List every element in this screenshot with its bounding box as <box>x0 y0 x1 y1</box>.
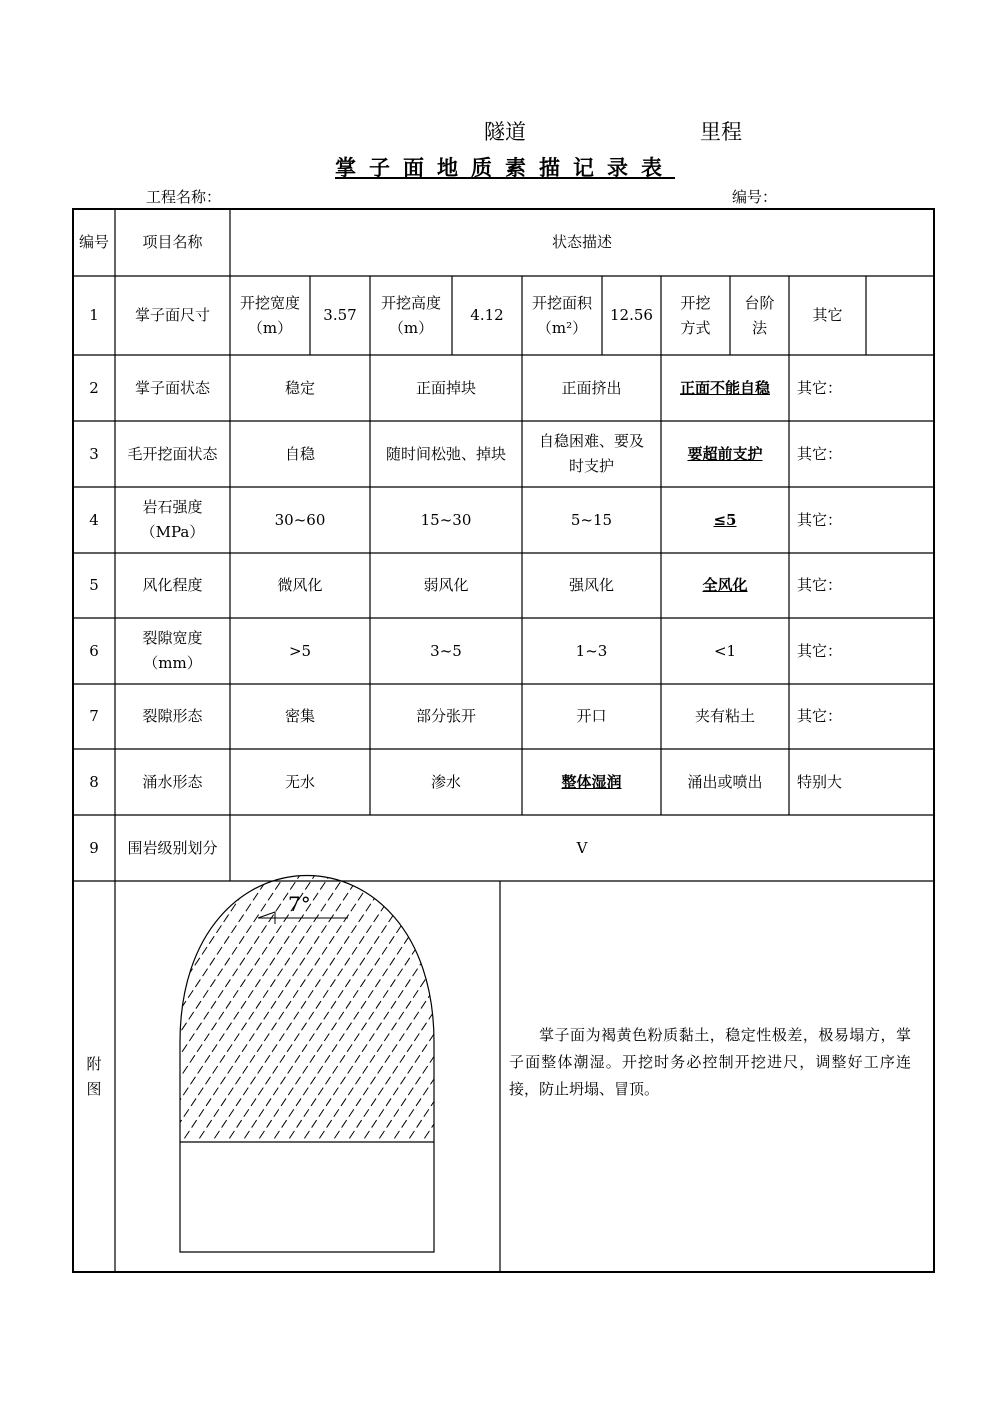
row4-opt2: 15~30 <box>420 510 472 529</box>
row7-opt1: 密集 <box>284 707 315 725</box>
row3-opt4-selected: 要超前支护 <box>687 444 763 463</box>
method-value: 台阶法 <box>744 293 775 337</box>
row5-opt2: 弱风化 <box>423 576 469 594</box>
height-label: 开挖高度（m） <box>380 293 441 337</box>
row5-other: 其它： <box>797 576 843 594</box>
row7-item: 裂隙形态 <box>142 707 203 725</box>
row9-no: 9 <box>89 838 99 857</box>
rock-grade-value: V <box>576 838 588 857</box>
row8-item: 涌水形态 <box>142 772 203 791</box>
row2-item: 掌子面状态 <box>134 378 210 397</box>
row6-no: 6 <box>89 641 99 660</box>
row8-opt1: 无水 <box>284 772 315 791</box>
row1-no: 1 <box>89 306 99 324</box>
row3-opt3: 自稳困难、要及时支护 <box>538 432 644 475</box>
row7-opt4: 夹有粘土 <box>694 707 755 725</box>
row5-opt3: 强风化 <box>568 576 614 594</box>
col-item-header: 项目名称 <box>142 233 203 251</box>
row6-opt4: <1 <box>713 641 737 660</box>
row5-item: 风化程度 <box>142 576 203 594</box>
row1-item: 掌子面尺寸 <box>134 306 210 324</box>
row3-opt2: 随时间松弛、掉块 <box>385 444 506 463</box>
row3-other: 其它： <box>797 444 843 463</box>
row8-opt2: 渗水 <box>430 772 461 791</box>
col-desc-header: 状态描述 <box>551 233 612 251</box>
row4-opt1: 30~60 <box>274 510 326 529</box>
row2-opt1: 稳定 <box>284 378 315 397</box>
row3-no: 3 <box>89 444 99 463</box>
row4-opt3: 5~15 <box>570 510 613 529</box>
figure-label: 附图 <box>86 1054 102 1098</box>
row1-other: 其它 <box>812 306 843 324</box>
row2-no: 2 <box>89 378 99 397</box>
row3-item: 毛开挖面状态 <box>127 444 218 463</box>
row4-no: 4 <box>89 510 99 529</box>
method-label: 开挖方式 <box>680 293 711 337</box>
row5-no: 5 <box>89 576 99 594</box>
row8-no: 8 <box>89 772 99 791</box>
row4-item: 岩石强度（MPa） <box>140 498 205 541</box>
area-label: 开挖面积（m²） <box>531 293 592 337</box>
figure-description: 掌子面为褐黄色粉质黏土，稳定性极差，极易塌方，掌子面整体潮湿。开挖时务必控制开挖进尺，调整好工序连接，防止坍塌、冒顶。 <box>509 1026 911 1098</box>
row9-item: 围岩级别划分 <box>127 838 218 857</box>
row7-other: 其它： <box>797 707 843 725</box>
width-label: 开挖宽度（m） <box>239 293 300 337</box>
row8-opt3-selected: 整体湿润 <box>561 772 622 791</box>
page-title: 掌子面地质素描记录表 <box>335 155 675 180</box>
row4-other: 其它： <box>797 510 843 529</box>
row2-other: 其它： <box>797 378 843 397</box>
row2-opt3: 正面挤出 <box>561 378 622 397</box>
row7-no: 7 <box>89 707 99 725</box>
height-value: 4.12 <box>470 306 504 324</box>
width-value: 3.57 <box>323 306 357 324</box>
number-label: 编号： <box>732 188 778 206</box>
row4-opt4-selected: ≤5 <box>713 510 737 529</box>
row2-opt4-selected: 正面不能自稳 <box>679 378 770 397</box>
row6-item: 裂隙宽度（mm） <box>142 629 203 672</box>
row2-opt2: 正面掉块 <box>415 378 476 397</box>
mileage-label: 里程 <box>700 120 742 144</box>
tunnel-label: 隧道 <box>484 120 526 144</box>
row6-opt1: >5 <box>288 641 312 660</box>
row8-other: 特别大 <box>797 772 843 791</box>
row3-opt1: 自稳 <box>284 444 315 463</box>
row8-opt4: 涌出或喷出 <box>687 772 763 791</box>
row6-other: 其它： <box>797 641 843 660</box>
row6-opt2: 3~5 <box>430 641 462 660</box>
row6-opt3: 1~3 <box>575 641 608 660</box>
row5-opt4-selected: 全风化 <box>702 576 748 594</box>
angle-label: 7° <box>288 892 311 916</box>
col-no-header: 编号 <box>78 233 109 251</box>
project-name-label: 工程名称： <box>146 188 222 206</box>
row7-opt3: 开口 <box>576 707 607 725</box>
row7-opt2: 部分张开 <box>415 707 476 725</box>
area-value: 12.56 <box>610 306 653 324</box>
row5-opt1: 微风化 <box>277 576 323 594</box>
